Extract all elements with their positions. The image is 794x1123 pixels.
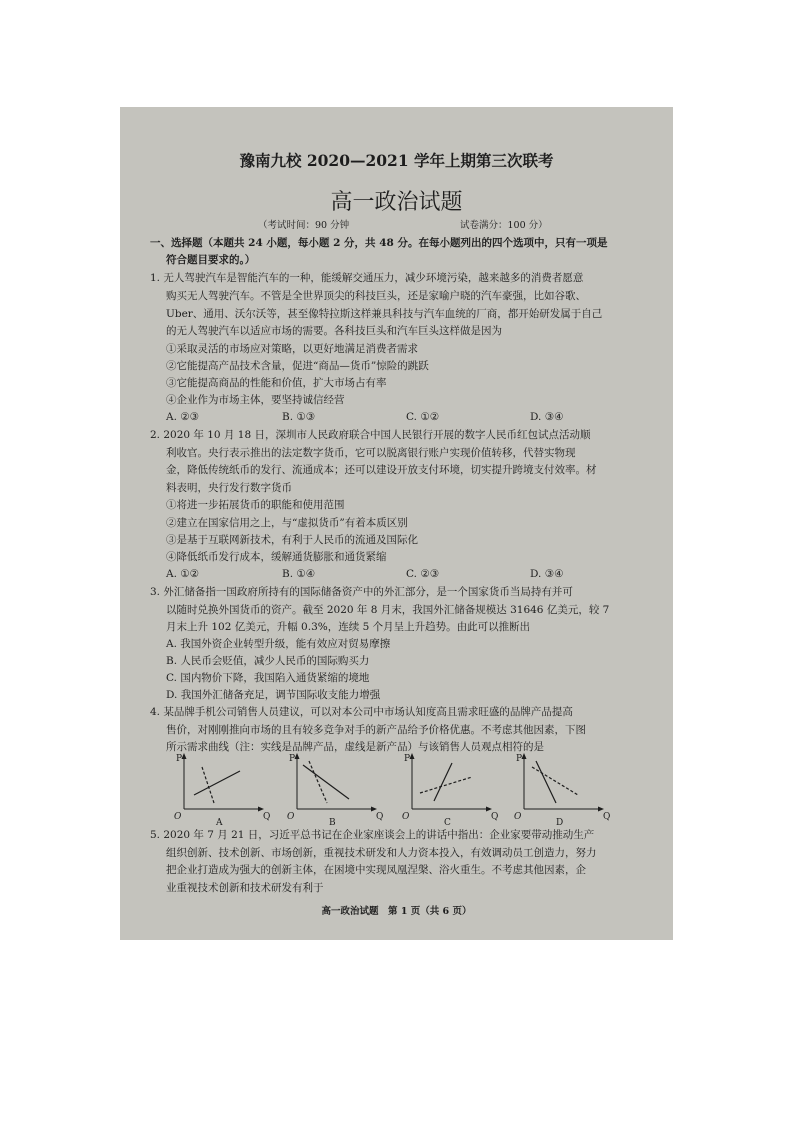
graph-tag-a: A — [216, 818, 223, 827]
demand-graph-d — [510, 749, 610, 827]
axis-p-label: P — [289, 754, 296, 764]
question-3-option-b: B. 人民币会贬值，减少人民币的国际购买力 — [166, 655, 370, 667]
new-product-curve — [309, 761, 327, 803]
origin-label: O — [514, 812, 522, 822]
question-2-item: ①将进一步拓展货币的职能和使用范围 — [166, 499, 345, 511]
question-2-item: ④降低纸币发行成本，缓解通货膨胀和通货紧缩 — [166, 551, 387, 563]
question-2-option-b: B. ①④ — [282, 568, 316, 580]
axis-p-label: P — [176, 754, 183, 764]
origin-label: O — [287, 812, 295, 822]
question-2-line: 料表明，央行发行数字货币 — [166, 482, 292, 494]
question-3-option-a: A. 我国外资企业转型升级，能有效应对贸易摩擦 — [166, 638, 391, 650]
question-1-item: ④企业作为市场主体，要坚持诚信经营 — [166, 394, 345, 406]
demand-graph-b — [283, 749, 383, 827]
graph-tag-b: B — [329, 818, 336, 827]
brand-product-curve — [194, 771, 240, 795]
question-2-option-a: A. ①② — [166, 568, 200, 580]
axis-q-label: Q — [376, 812, 383, 822]
section-heading-line2: 符合题目要求的。） — [166, 254, 256, 266]
origin-label: O — [402, 812, 410, 822]
question-1-option-a: A. ②③ — [166, 411, 200, 423]
question-2-item: ③是基于互联网新技术，有利于人民币的流通及国际化 — [166, 534, 418, 546]
brand-product-curve — [434, 763, 452, 801]
exam-score: 试卷满分：100 分） — [460, 220, 548, 231]
new-product-curve — [420, 777, 472, 793]
question-1-option-d: D. ③④ — [530, 411, 564, 423]
exam-title: 豫南九校 2020—2021 学年上期第三次联考 — [239, 151, 554, 170]
question-1-option-c: C. ①② — [406, 411, 440, 423]
question-2-item: ②建立在国家信用之上，与“虚拟货币”有着本质区别 — [166, 517, 408, 529]
question-3-line: 月末上升 102 亿美元，升幅 0.3%，连续 5 个月呈上升趋势。由此可以推断出 — [166, 621, 531, 633]
question-5-line: 把企业打造成为强大的创新主体，在困境中实现凤凰涅槃、浴火重生。不考虑其他因素，企 — [166, 864, 586, 876]
question-1-option-b: B. ①③ — [282, 411, 316, 423]
axis-p-label: P — [404, 754, 411, 764]
axis-p-label: P — [516, 754, 523, 764]
exam-subtitle: 高一政治试题 — [330, 190, 463, 215]
question-5-line: 组织创新、技术创新、市场创新，重视技术研发和人力资本投入，有效调动员工创造力，努力 — [166, 847, 597, 859]
page-footer: 高一政治试题 第 1 页（共 6 页） — [321, 906, 472, 917]
question-1-item: ①采取灵活的市场应对策略，以更好地满足消费者需求 — [166, 343, 418, 355]
question-2-option-d: D. ③④ — [530, 568, 564, 580]
demand-graph-a — [170, 749, 270, 827]
axis-q-label: Q — [263, 812, 270, 822]
question-4-line: 4. 某品牌手机公司销售人员建议，可以对本公司中市场认知度高且需求旺盛的品牌产品提高 — [150, 706, 573, 718]
question-1-line: 1. 无人驾驶汽车是智能汽车的一种，能缓解交通压力，减少环境污染，越来越多的消费者愿意 — [150, 272, 584, 284]
question-1-item: ②它能提高产品技术含量，促进“商品—货币”惊险的跳跃 — [166, 360, 429, 372]
question-2-line: 金，降低传统纸币的发行、流通成本；还可以建设开放支付环境，切实提升跨境支付效率。材 — [166, 464, 597, 476]
origin-label: O — [174, 812, 182, 822]
question-1-line: 购买无人驾驶汽车。不管是全世界顶尖的科技巨头，还是家喻户晓的汽车豪强，比如谷歌、 — [166, 290, 586, 302]
question-5-line: 业重视技术创新和技术研发有利于 — [166, 882, 324, 894]
brand-product-curve — [303, 765, 349, 799]
question-2-line: 利收官。央行表示推出的法定数字货币，它可以脱离银行账户实现价值转移，代替实物现 — [166, 447, 576, 459]
demand-graph-c — [398, 749, 498, 827]
graph-tag-c: C — [444, 818, 451, 827]
axis-q-label: Q — [603, 812, 610, 822]
graph-tag-d: D — [556, 818, 564, 827]
exam-time: （考试时间：90 分钟 — [258, 220, 350, 231]
question-3-option-c: C. 国内物价下降，我国陷入通货紧缩的境地 — [166, 672, 370, 684]
question-2-line: 2. 2020 年 10 月 18 日，深圳市人民政府联合中国人民银行开展的数字人民币红包试点活动顺 — [150, 429, 591, 441]
question-1-item: ③它能提高商品的性能和价值，扩大市场占有率 — [166, 377, 387, 389]
question-4-line: 所示需求曲线（注：实线是品牌产品，虚线是新产品）与该销售人员观点相符的是 — [166, 741, 544, 753]
question-5-line: 5. 2020 年 7 月 21 日，习近平总书记在企业家座谈会上的讲话中指出：企业家要带动推动生产 — [150, 829, 595, 841]
question-1-line: 的无人驾驶汽车以适应市场的需要。各科技巨头和汽车巨头这样做是因为 — [166, 325, 502, 337]
exam-paper — [120, 107, 673, 940]
question-3-line: 以随时兑换外国货币的资产。截至 2020 年 8 月末，我国外汇储备规模达 31646 亿美元，较 7 — [166, 604, 610, 616]
new-product-curve — [532, 767, 578, 795]
question-4-line: 售价，对刚刚推向市场的且有较多竞争对手的新产品给予价格优惠。不考虑其他因素，下图 — [166, 724, 586, 736]
brand-product-curve — [536, 761, 556, 803]
question-3-line: 3. 外汇储备指一国政府所持有的国际储备资产中的外汇部分，是一个国家货币当局持有并可 — [150, 586, 573, 598]
question-3-option-d: D. 我国外汇储备充足，调节国际收支能力增强 — [166, 689, 381, 701]
question-1-line: Uber、通用、沃尔沃等，甚至像特拉斯这样兼具科技与汽车血统的厂商，都开始研发属于自己 — [166, 308, 603, 320]
axis-q-label: Q — [491, 812, 498, 822]
section-heading-line1: 一、选择题（本题共 24 小题，每小题 2 分，共 48 分。在每小题列出的四个选项中，只有一项是 — [150, 237, 608, 249]
question-2-option-c: C. ②③ — [406, 568, 440, 580]
